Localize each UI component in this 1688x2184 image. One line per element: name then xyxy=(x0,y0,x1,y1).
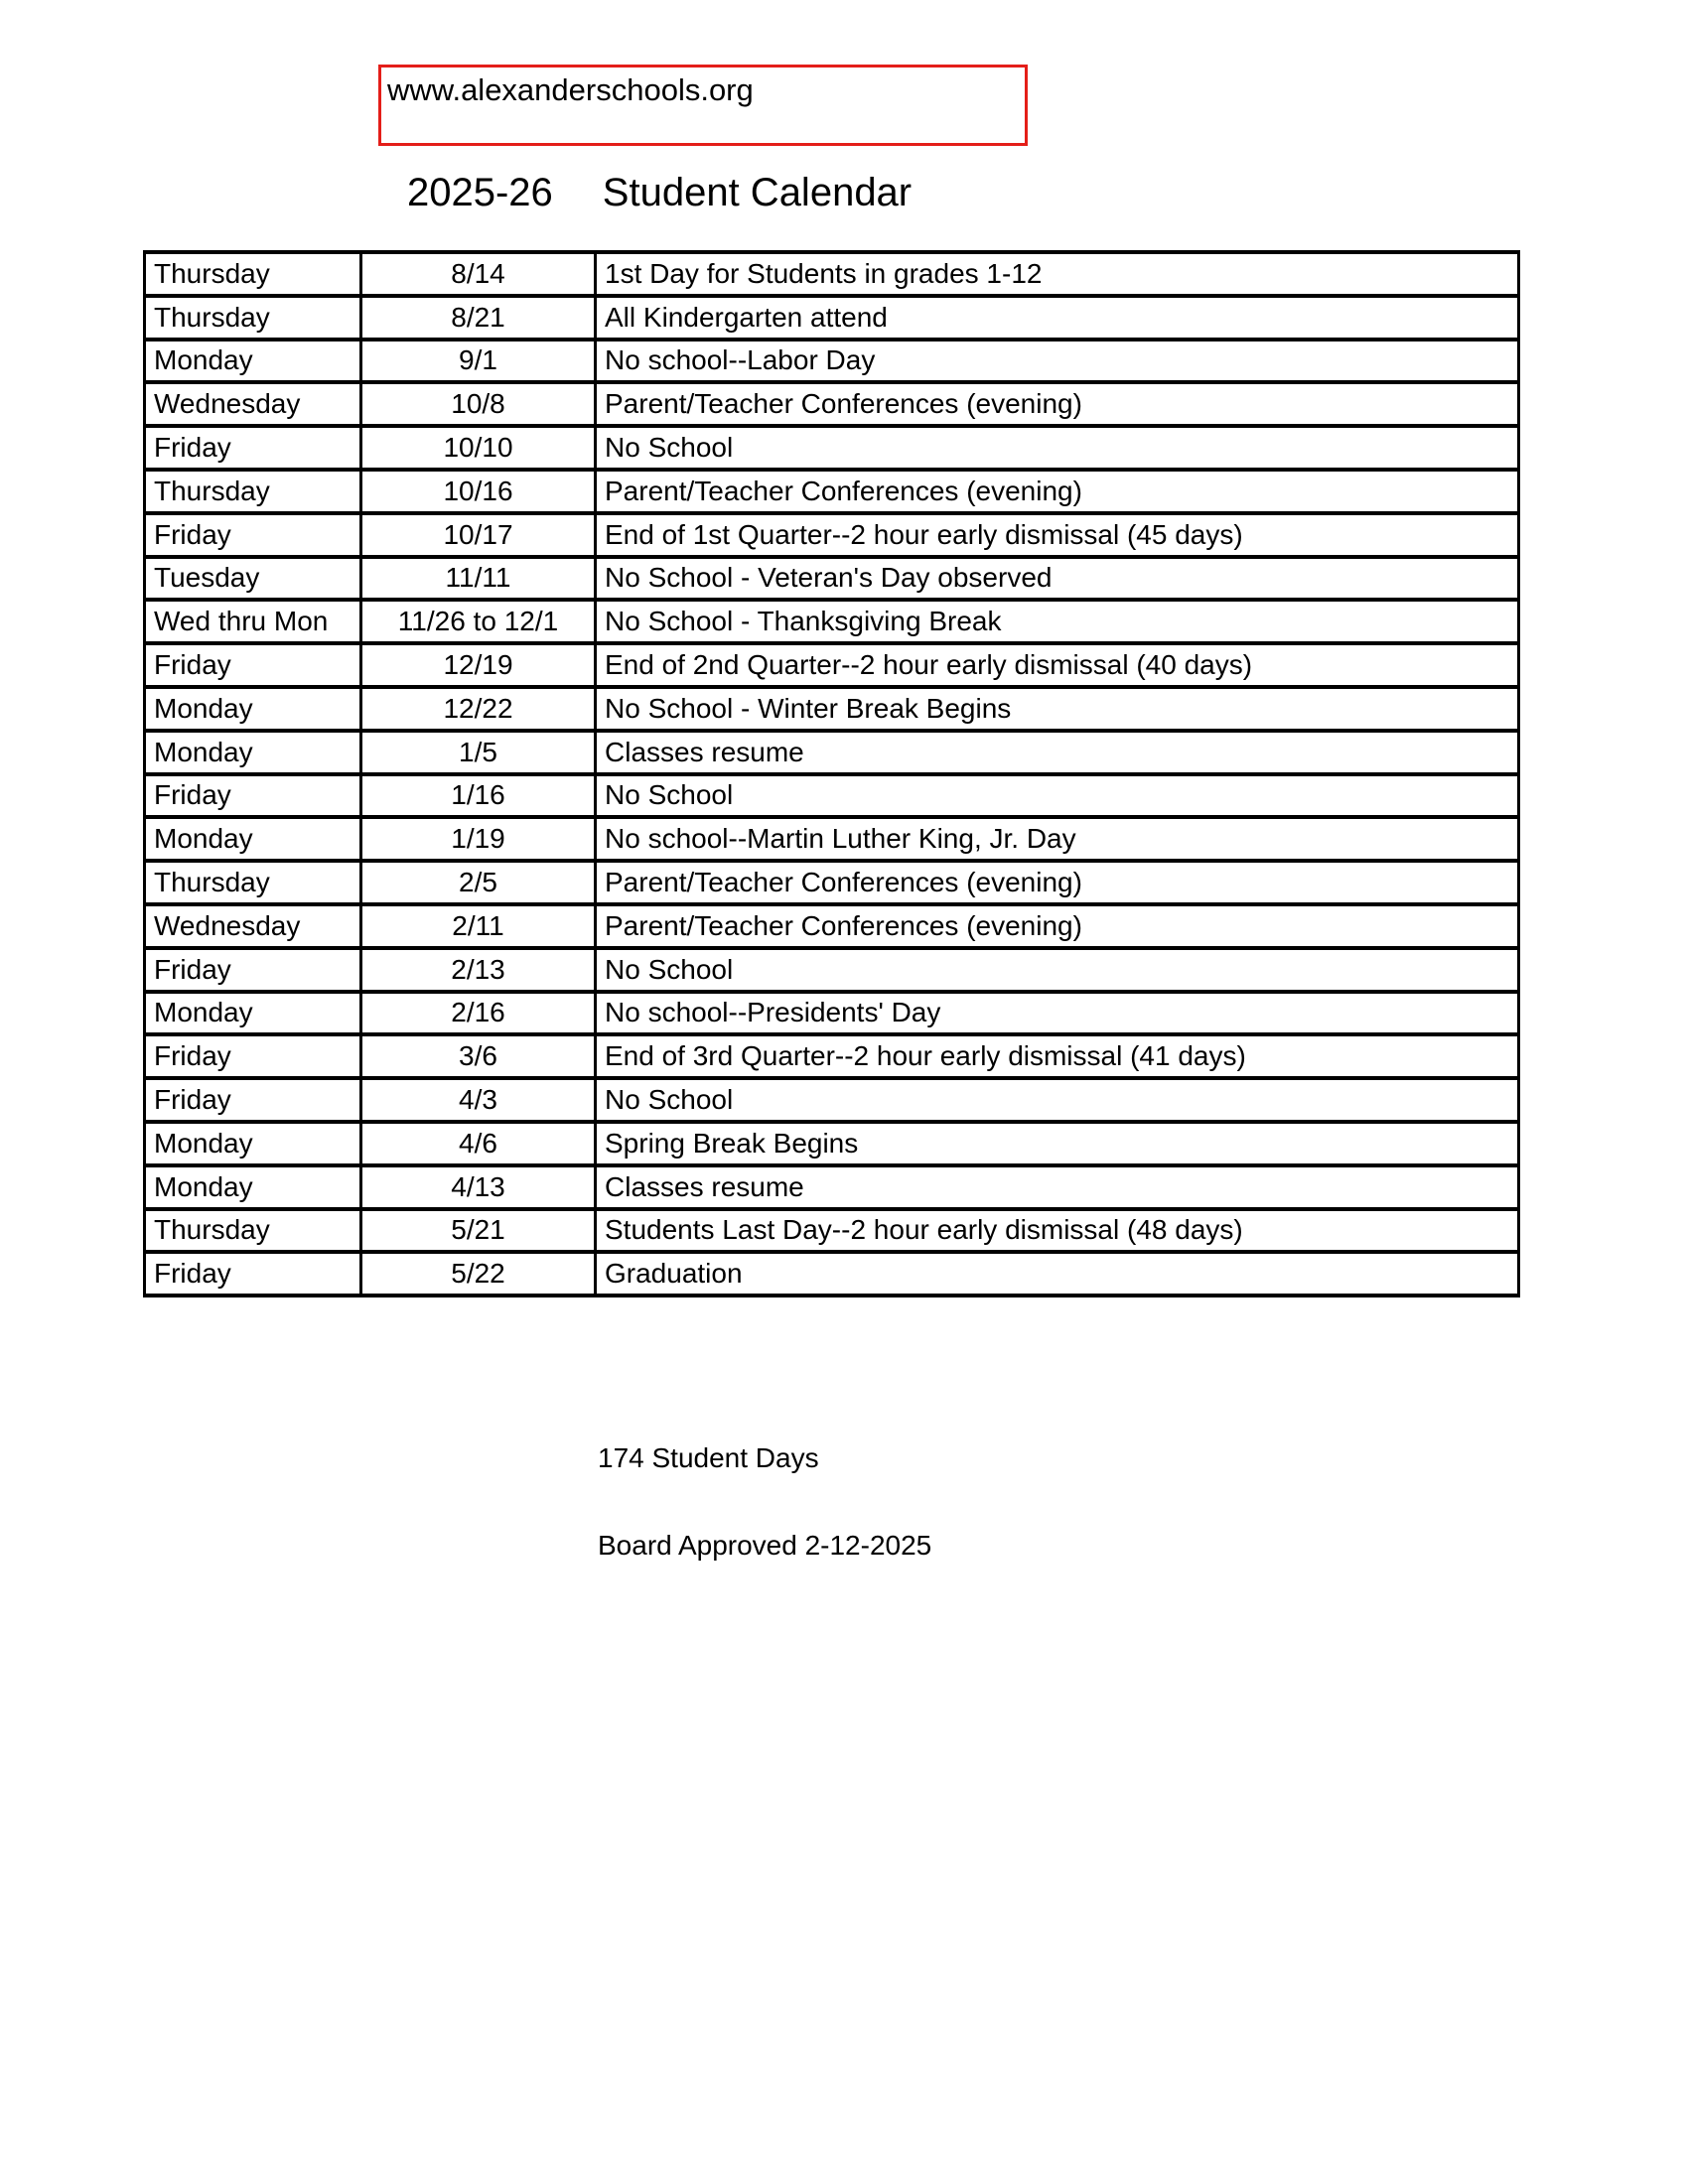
cell-date: 2/5 xyxy=(361,861,596,904)
cell-date: 5/21 xyxy=(361,1209,596,1253)
cell-event: Classes resume xyxy=(596,731,1519,774)
title-year: 2025-26 xyxy=(407,171,553,214)
cell-event: Graduation xyxy=(596,1252,1519,1296)
cell-event: Classes resume xyxy=(596,1165,1519,1209)
table-row xyxy=(145,1209,1519,1253)
cell-day: Thursday xyxy=(145,252,361,296)
cell-event: No School - Winter Break Begins xyxy=(596,687,1519,731)
cell-day: Wednesday xyxy=(145,382,361,426)
table-row xyxy=(145,470,1519,513)
page-title xyxy=(407,169,912,216)
table-row xyxy=(145,1252,1519,1296)
table-row xyxy=(145,1165,1519,1209)
cell-day: Friday xyxy=(145,948,361,992)
calendar-table xyxy=(143,250,1520,1297)
table-row xyxy=(145,557,1519,601)
cell-event: No School xyxy=(596,948,1519,992)
cell-day: Friday xyxy=(145,1252,361,1296)
cell-date: 1/19 xyxy=(361,817,596,861)
cell-date: 2/16 xyxy=(361,992,596,1035)
cell-day: Monday xyxy=(145,817,361,861)
student-days-note: 174 Student Days xyxy=(598,1442,819,1473)
table-row xyxy=(145,1122,1519,1165)
table-row xyxy=(145,904,1519,948)
table-row xyxy=(145,296,1519,340)
table-row xyxy=(145,992,1519,1035)
table-row xyxy=(145,774,1519,818)
board-approved-note: Board Approved 2-12-2025 xyxy=(598,1530,932,1561)
cell-event: 1st Day for Students in grades 1-12 xyxy=(596,252,1519,296)
cell-day: Tuesday xyxy=(145,557,361,601)
cell-event: Spring Break Begins xyxy=(596,1122,1519,1165)
cell-date: 11/26 to 12/1 xyxy=(361,600,596,643)
table-row xyxy=(145,1034,1519,1078)
cell-event: No School xyxy=(596,1078,1519,1122)
cell-date: 9/1 xyxy=(361,340,596,383)
cell-day: Thursday xyxy=(145,1209,361,1253)
cell-date: 1/16 xyxy=(361,774,596,818)
cell-event: Students Last Day--2 hour early dismissal (48 days) xyxy=(596,1209,1519,1253)
cell-event: No school--Labor Day xyxy=(596,340,1519,383)
cell-date: 12/19 xyxy=(361,643,596,687)
table-row xyxy=(145,513,1519,557)
cell-day: Monday xyxy=(145,340,361,383)
cell-event: No School xyxy=(596,774,1519,818)
cell-date: 2/13 xyxy=(361,948,596,992)
table-row xyxy=(145,731,1519,774)
cell-day: Friday xyxy=(145,643,361,687)
table-row xyxy=(145,340,1519,383)
cell-day: Thursday xyxy=(145,861,361,904)
table-row xyxy=(145,643,1519,687)
cell-date: 4/6 xyxy=(361,1122,596,1165)
cell-event: End of 2nd Quarter--2 hour early dismissal (40 days) xyxy=(596,643,1519,687)
table-row xyxy=(145,1078,1519,1122)
cell-day: Thursday xyxy=(145,296,361,340)
cell-event: No School xyxy=(596,426,1519,470)
cell-event: Parent/Teacher Conferences (evening) xyxy=(596,904,1519,948)
cell-day: Monday xyxy=(145,731,361,774)
cell-event: End of 1st Quarter--2 hour early dismissal (45 days) xyxy=(596,513,1519,557)
cell-event: Parent/Teacher Conferences (evening) xyxy=(596,382,1519,426)
cell-event: All Kindergarten attend xyxy=(596,296,1519,340)
cell-day: Friday xyxy=(145,426,361,470)
cell-date: 4/13 xyxy=(361,1165,596,1209)
website-url: www.alexanderschools.org xyxy=(387,72,754,107)
cell-date: 10/10 xyxy=(361,426,596,470)
url-box xyxy=(378,65,1028,146)
table-row xyxy=(145,600,1519,643)
cell-day: Monday xyxy=(145,687,361,731)
table-row xyxy=(145,687,1519,731)
cell-date: 3/6 xyxy=(361,1034,596,1078)
cell-date: 10/17 xyxy=(361,513,596,557)
cell-date: 10/8 xyxy=(361,382,596,426)
cell-day: Friday xyxy=(145,1034,361,1078)
table-row xyxy=(145,382,1519,426)
title-text: Student Calendar xyxy=(602,171,913,214)
cell-event: No school--Presidents' Day xyxy=(596,992,1519,1035)
table-row xyxy=(145,426,1519,470)
cell-date: 1/5 xyxy=(361,731,596,774)
cell-day: Thursday xyxy=(145,470,361,513)
cell-event: No School - Veteran's Day observed xyxy=(596,557,1519,601)
cell-date: 10/16 xyxy=(361,470,596,513)
cell-event: No School - Thanksgiving Break xyxy=(596,600,1519,643)
cell-day: Wed thru Mon xyxy=(145,600,361,643)
cell-date: 11/11 xyxy=(361,557,596,601)
cell-day: Monday xyxy=(145,1122,361,1165)
cell-event: Parent/Teacher Conferences (evening) xyxy=(596,470,1519,513)
cell-date: 2/11 xyxy=(361,904,596,948)
cell-date: 4/3 xyxy=(361,1078,596,1122)
cell-event: End of 3rd Quarter--2 hour early dismissal (41 days) xyxy=(596,1034,1519,1078)
cell-day: Friday xyxy=(145,774,361,818)
cell-event: Parent/Teacher Conferences (evening) xyxy=(596,861,1519,904)
cell-day: Wednesday xyxy=(145,904,361,948)
cell-day: Monday xyxy=(145,992,361,1035)
table-row xyxy=(145,817,1519,861)
cell-date: 5/22 xyxy=(361,1252,596,1296)
cell-date: 8/21 xyxy=(361,296,596,340)
cell-day: Monday xyxy=(145,1165,361,1209)
table-row xyxy=(145,948,1519,992)
cell-day: Friday xyxy=(145,1078,361,1122)
cell-day: Friday xyxy=(145,513,361,557)
cell-event: No school--Martin Luther King, Jr. Day xyxy=(596,817,1519,861)
table-row xyxy=(145,252,1519,296)
cell-date: 12/22 xyxy=(361,687,596,731)
table-row xyxy=(145,861,1519,904)
cell-date: 8/14 xyxy=(361,252,596,296)
